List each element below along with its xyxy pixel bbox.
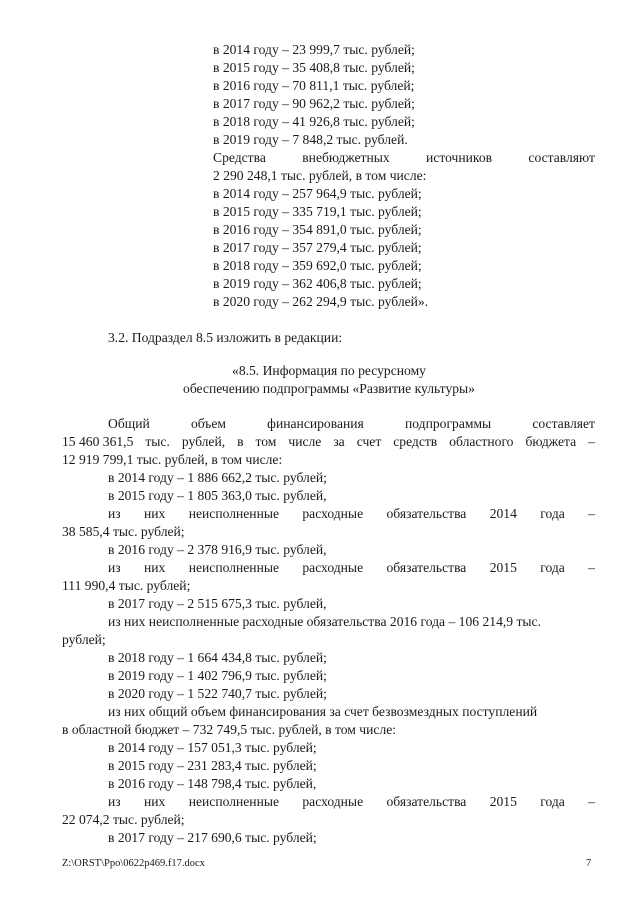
paragraph-line: 111 990,4 тыс. рублей; — [62, 578, 191, 593]
word: обязательства — [386, 506, 467, 521]
word: подпрограммы — [404, 416, 492, 431]
list-item: в 2019 году – 7 848,2 тыс. рублей. — [213, 132, 408, 147]
word: расходные — [302, 794, 364, 809]
word: неисполненные — [188, 506, 280, 521]
list-item: в 2017 году – 90 962,2 тыс. рублей; — [213, 96, 415, 111]
paragraph-line — [62, 433, 595, 450]
footer-file-path: Z:\ORST\Ppo\0622p469.f17.docx — [62, 858, 205, 869]
list-item: в 2019 году – 1 402 796,9 тыс. рублей; — [108, 668, 327, 683]
word: составляют — [528, 150, 595, 165]
word: неисполненные — [188, 794, 280, 809]
list-item: в 2018 году – 41 926,8 тыс. рублей; — [213, 114, 415, 129]
word: из — [108, 506, 121, 521]
page-number: 7 — [586, 858, 592, 869]
word: них — [144, 560, 166, 575]
word: областного — [449, 434, 514, 449]
word: из — [108, 794, 121, 809]
word: года — [540, 506, 565, 521]
word: в — [237, 434, 244, 449]
list-item: в 2014 году – 257 964,9 тыс. рублей; — [213, 186, 422, 201]
paragraph-line — [108, 505, 595, 522]
word: расходные — [302, 560, 364, 575]
extra-budget-total: 2 290 248,1 тыс. рублей, в том числе: — [213, 168, 427, 183]
paragraph-line: 38 585,4 тыс. рублей; — [62, 524, 185, 539]
section-heading: «8.5. Информация по ресурсному — [232, 363, 426, 378]
word: из — [108, 560, 121, 575]
word: года — [540, 560, 565, 575]
list-item: в 2015 году – 1 805 363,0 тыс. рублей, — [108, 488, 327, 503]
word: счет — [356, 434, 382, 449]
list-item: в 2014 году – 1 886 662,2 тыс. рублей; — [108, 470, 327, 485]
word: источников — [426, 150, 493, 165]
word: рублей, — [181, 434, 226, 449]
list-item: в 2016 году – 70 811,1 тыс. рублей; — [213, 78, 415, 93]
paragraph-line: из них общий объем финансирования за счет безвозмездных поступлений — [108, 704, 538, 719]
list-item: в 2018 году – 359 692,0 тыс. рублей; — [213, 258, 422, 273]
word: финансирования — [267, 416, 364, 431]
list-item: в 2016 году – 354 891,0 тыс. рублей; — [213, 222, 422, 237]
word: внебюджетных — [302, 150, 390, 165]
paragraph-line: 22 074,2 тыс. рублей; — [62, 812, 185, 827]
word: 2015 — [489, 560, 517, 575]
word: – — [588, 560, 595, 575]
paragraph-line — [108, 559, 595, 576]
word: бюджета — [525, 434, 577, 449]
paragraph-line — [108, 793, 595, 810]
word: 2015 — [489, 794, 517, 809]
word: – — [588, 794, 595, 809]
word: объем — [190, 416, 226, 431]
clause-text: 3.2. Подраздел 8.5 изложить в редакции: — [108, 330, 343, 345]
section-heading: обеспечению подпрограммы «Развитие культуры» — [183, 381, 475, 396]
word: составляет — [532, 416, 595, 431]
list-item: в 2015 году – 335 719,1 тыс. рублей; — [213, 204, 422, 219]
list-item: в 2019 году – 362 406,8 тыс. рублей; — [213, 276, 422, 291]
word: расходные — [302, 506, 364, 521]
list-item: в 2015 году – 231 283,4 тыс. рублей; — [108, 758, 317, 773]
paragraph-line: 12 919 799,1 тыс. рублей, в том числе: — [62, 452, 283, 467]
list-item: в 2015 году – 35 408,8 тыс. рублей; — [213, 60, 415, 75]
word: – — [588, 506, 595, 521]
word: Общий — [108, 416, 150, 431]
list-item: в 2016 году – 148 798,4 тыс. рублей, — [108, 776, 317, 791]
list-item: в 2018 году – 1 664 434,8 тыс. рублей; — [108, 650, 327, 665]
list-item: в 2014 году – 157 051,3 тыс. рублей; — [108, 740, 317, 755]
word: 15 460 361,5 — [62, 434, 134, 449]
word: обязательства — [386, 560, 467, 575]
word: за — [333, 434, 345, 449]
word: тыс. — [145, 434, 170, 449]
list-item: в 2016 году – 2 378 916,9 тыс. рублей, — [108, 542, 327, 557]
list-item: в 2020 году – 1 522 740,7 тыс. рублей; — [108, 686, 327, 701]
word: Средства — [213, 150, 266, 165]
word: них — [144, 506, 166, 521]
word: неисполненные — [188, 560, 280, 575]
word: числе — [288, 434, 322, 449]
word: 2014 — [489, 506, 517, 521]
list-item: в 2017 году – 217 690,6 тыс. рублей; — [108, 830, 317, 845]
word: года — [540, 794, 565, 809]
list-item: в 2017 году – 357 279,4 тыс. рублей; — [213, 240, 422, 255]
extra-budget-line — [213, 149, 595, 166]
list-item: в 2014 году – 23 999,7 тыс. рублей; — [213, 42, 415, 57]
list-item: в 2020 году – 262 294,9 тыс. рублей». — [213, 294, 429, 309]
word: том — [255, 434, 277, 449]
word: – — [588, 434, 595, 449]
word: них — [144, 794, 166, 809]
paragraph-line: в областной бюджет – 732 749,5 тыс. рублей, в том числе: — [62, 722, 397, 737]
paragraph-line — [108, 415, 595, 432]
paragraph-line: рублей; — [62, 632, 106, 647]
word: обязательства — [386, 794, 467, 809]
paragraph-line: из них неисполненные расходные обязательства 2016 года – 106 214,9 тыс. — [108, 614, 541, 629]
word: средств — [393, 434, 438, 449]
list-item: в 2017 году – 2 515 675,3 тыс. рублей, — [108, 596, 327, 611]
